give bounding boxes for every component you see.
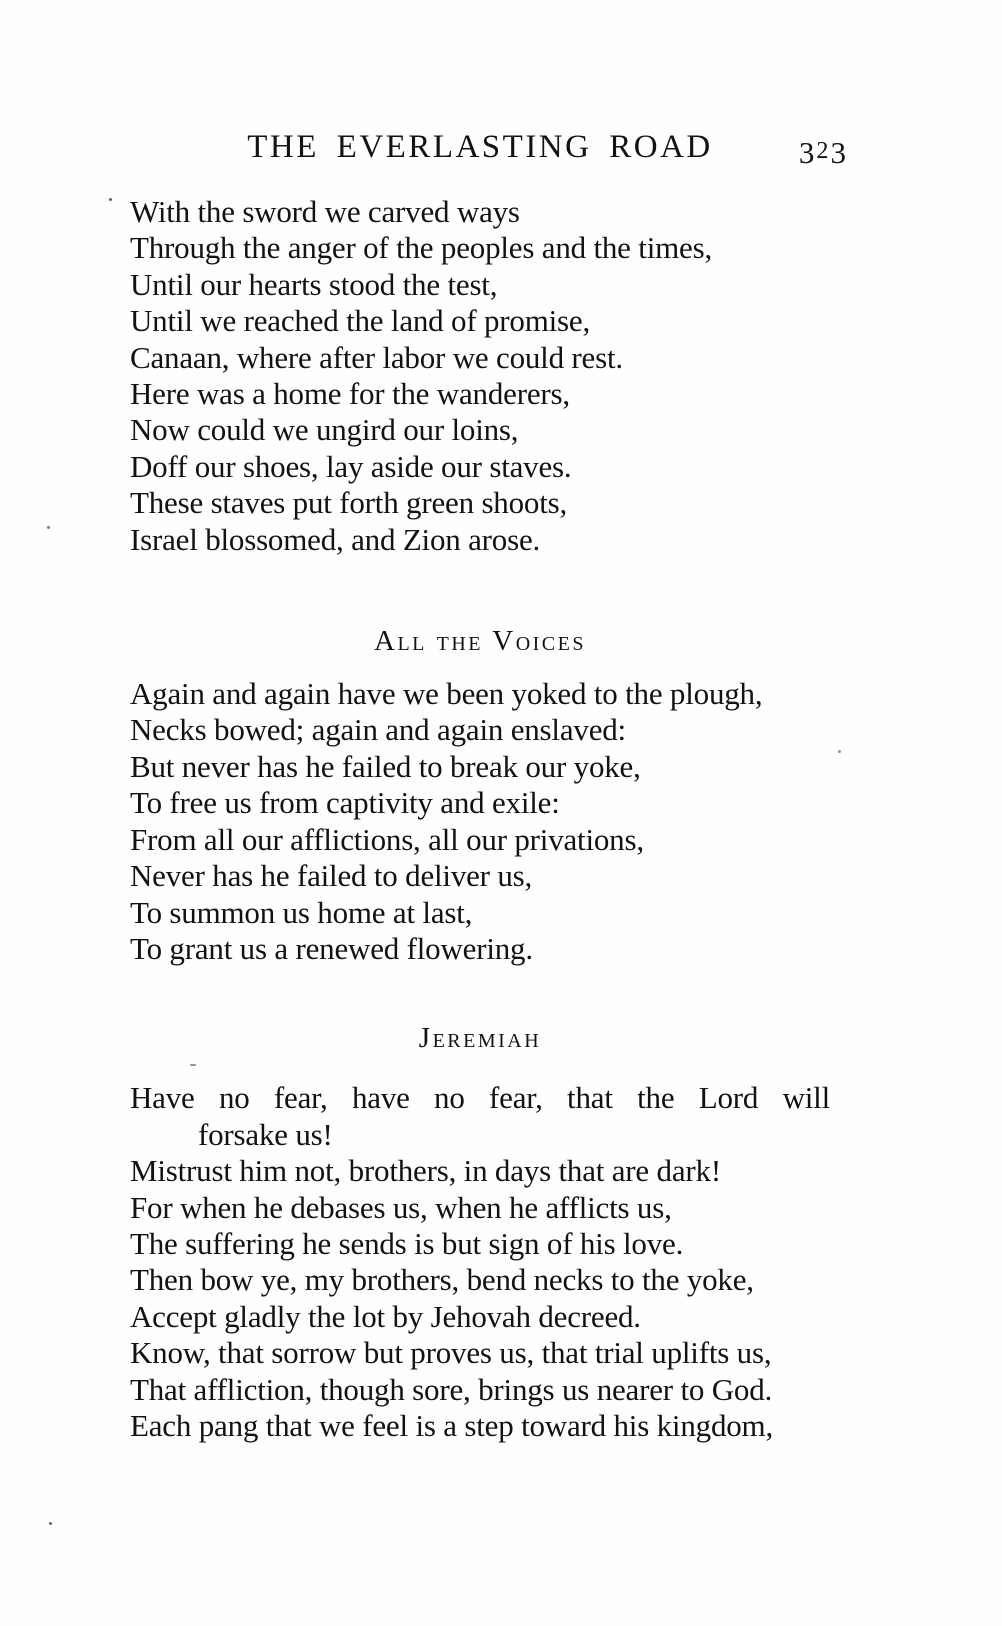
- poem-line: But never has he failed to break our yoke,: [130, 748, 641, 784]
- poem-line: Each pang that we feel is a step toward his kingdom,: [130, 1407, 774, 1443]
- scan-speckle-dash: [190, 1064, 196, 1066]
- poem-line: To grant us a renewed flowering.: [130, 930, 533, 966]
- section-heading-jeremiah: Jeremiah: [418, 1022, 542, 1055]
- scan-speckle-dot: [109, 198, 112, 201]
- scan-speckle-dot: [49, 1522, 52, 1525]
- stanza-continuation: [130, 194, 830, 558]
- poem-line: The suffering he sends is but sign of his love.: [130, 1225, 684, 1261]
- poem-line: Here was a home for the wanderers,: [130, 376, 570, 412]
- poem-line: Israel blossomed, and Zion arose.: [130, 521, 541, 557]
- poem-line: To free us from captivity and exile:: [130, 785, 560, 821]
- section-heading-all-the-voices: All the Voices: [374, 625, 586, 658]
- running-title: THE EVERLASTING ROAD: [247, 129, 713, 165]
- poem-text-block: [130, 194, 830, 1444]
- poem-line: Through the anger of the peoples and the times,: [130, 230, 713, 266]
- poem-line-runover: forsake us!: [198, 1116, 333, 1152]
- poem-line: Know, that sorrow but proves us, that trial uplifts us,: [130, 1335, 772, 1371]
- page-number-digit: 3: [830, 135, 848, 170]
- page-header: [130, 128, 848, 170]
- poem-line: To summon us home at last,: [130, 894, 473, 930]
- poem-line: Mistrust him not, brothers, in days that are dark!: [130, 1153, 721, 1189]
- poem-line: Until our hearts stood the test,: [130, 266, 498, 302]
- poem-line: That affliction, though sore, brings us nearer to God.: [130, 1371, 773, 1407]
- poem-line: Until we reached the land of promise,: [130, 303, 591, 339]
- poem-line: Canaan, where after labor we could rest.: [130, 339, 623, 375]
- poem-line: Doff our shoes, lay aside our staves.: [130, 448, 572, 484]
- page-number-digit: 3: [798, 135, 817, 170]
- poem-line: Again and again have we been yoked to the plough,: [130, 676, 763, 712]
- stanza-jeremiah: [130, 1080, 830, 1444]
- poem-line: From all our afflictions, all our privations,: [130, 821, 644, 857]
- poem-line: Necks bowed; again and again enslaved:: [130, 712, 626, 748]
- poem-line: With the sword we carved ways: [130, 194, 520, 229]
- poem-line: Never has he failed to deliver us,: [130, 858, 533, 894]
- poem-line: Then bow ye, my brothers, bend necks to the yoke,: [130, 1262, 754, 1298]
- scan-speckle-dot: [47, 526, 50, 529]
- poem-line: Accept gladly the lot by Jehovah decreed.: [130, 1298, 641, 1334]
- poem-line: Have no fear, have no fear, that the Lord will: [130, 1080, 830, 1116]
- page-number: [799, 134, 848, 175]
- page-number-digit-raised: 2: [816, 137, 831, 164]
- poem-line: For when he debases us, when he afflicts us,: [130, 1189, 672, 1225]
- scan-speckle-dot: [838, 750, 841, 753]
- poem-line: These staves put forth green shoots,: [130, 485, 568, 521]
- poem-line: Now could we ungird our loins,: [130, 412, 519, 448]
- stanza-all-the-voices: [130, 676, 830, 967]
